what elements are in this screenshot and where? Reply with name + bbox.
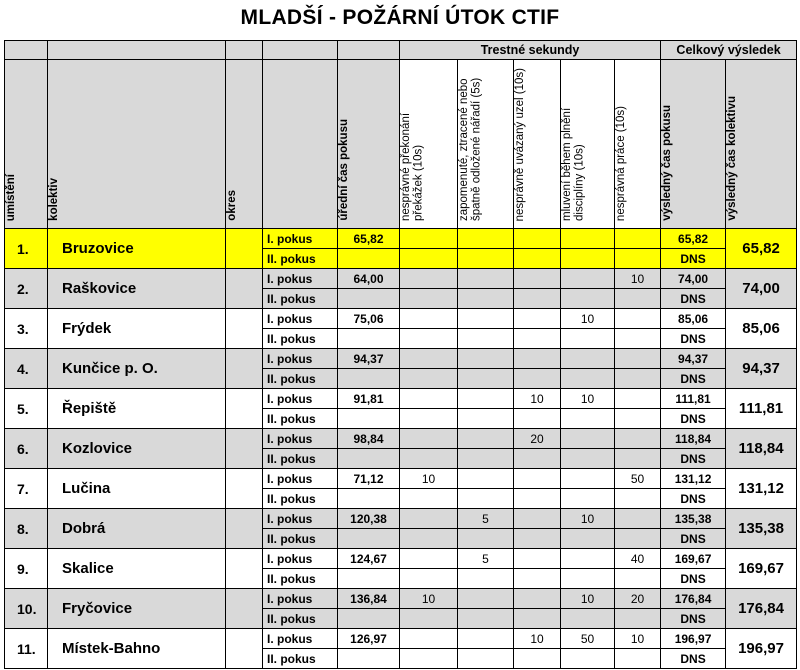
penalty-cell xyxy=(514,469,561,489)
result-time-cell: DNS xyxy=(661,409,726,429)
attempt-label: II. pokus xyxy=(263,409,338,429)
penalty-cell xyxy=(458,609,514,629)
penalty-cell xyxy=(400,309,458,329)
table-row xyxy=(5,549,797,569)
penalty-cell xyxy=(615,609,661,629)
table-row xyxy=(5,589,797,609)
penalty-cell xyxy=(400,289,458,309)
team-cell: Řepiště xyxy=(48,389,226,429)
official-time-cell: 91,81 xyxy=(338,389,400,409)
penalty-cell xyxy=(561,549,615,569)
official-time-cell xyxy=(338,449,400,469)
penalty-cell xyxy=(561,429,615,449)
penalty-cell xyxy=(561,329,615,349)
result-time-cell: DNS xyxy=(661,289,726,309)
penalty-cell xyxy=(561,649,615,669)
district-cell xyxy=(226,589,263,629)
penalty-cell: 40 xyxy=(615,549,661,569)
district-cell xyxy=(226,309,263,349)
penalty-cell xyxy=(400,569,458,589)
team-total-cell: 169,67 xyxy=(726,549,797,589)
penalty-cell xyxy=(400,489,458,509)
penalty-cell xyxy=(561,469,615,489)
penalty-cell xyxy=(514,489,561,509)
result-time-cell: 196,97 xyxy=(661,629,726,649)
attempt-label: I. pokus xyxy=(263,589,338,609)
penalty-cell xyxy=(561,369,615,389)
place-cell: 4. xyxy=(5,349,48,389)
result-time-cell: DNS xyxy=(661,449,726,469)
district-cell xyxy=(226,349,263,389)
table-row xyxy=(5,349,797,369)
penalty-cell xyxy=(615,409,661,429)
official-time-cell xyxy=(338,249,400,269)
official-time-cell: 120,38 xyxy=(338,509,400,529)
attempt-label: I. pokus xyxy=(263,469,338,489)
penalty-cell: 5 xyxy=(458,549,514,569)
attempt-label: I. pokus xyxy=(263,269,338,289)
result-time-cell: DNS xyxy=(661,569,726,589)
penalty-cell xyxy=(458,369,514,389)
penalty-cell xyxy=(514,529,561,549)
penalty-cell: 10 xyxy=(514,389,561,409)
result-time-cell: 111,81 xyxy=(661,389,726,409)
penalty-cell xyxy=(458,589,514,609)
team-cell: Fryčovice xyxy=(48,589,226,629)
penalty-cell xyxy=(561,229,615,249)
attempt-label: I. pokus xyxy=(263,509,338,529)
table-row xyxy=(5,629,797,649)
place-cell: 5. xyxy=(5,389,48,429)
official-time-cell xyxy=(338,409,400,429)
team-cell: Skalice xyxy=(48,549,226,589)
penalty-cell: 10 xyxy=(561,589,615,609)
penalty-cell xyxy=(458,649,514,669)
district-cell xyxy=(226,629,263,669)
penalty-cell: 10 xyxy=(400,469,458,489)
result-time-cell: DNS xyxy=(661,649,726,669)
penalty-cell xyxy=(514,649,561,669)
table-row xyxy=(5,469,797,489)
attempt-label: II. pokus xyxy=(263,329,338,349)
col-team: kolektiv xyxy=(48,60,226,229)
penalty-cell xyxy=(400,529,458,549)
table-row xyxy=(5,269,797,289)
attempt-label: I. pokus xyxy=(263,429,338,449)
penalty-cell xyxy=(514,329,561,349)
penalty-cell: 10 xyxy=(400,589,458,609)
attempt-label: I. pokus xyxy=(263,389,338,409)
penalty-cell xyxy=(400,349,458,369)
attempt-label: II. pokus xyxy=(263,249,338,269)
penalty-cell xyxy=(400,549,458,569)
attempt-label: I. pokus xyxy=(263,349,338,369)
penalty-cell xyxy=(615,489,661,509)
result-time-cell: 74,00 xyxy=(661,269,726,289)
penalty-cell xyxy=(514,269,561,289)
attempt-label: II. pokus xyxy=(263,289,338,309)
attempt-label: I. pokus xyxy=(263,549,338,569)
penalty-cell xyxy=(514,609,561,629)
penalty-cell xyxy=(458,629,514,649)
place-cell: 11. xyxy=(5,629,48,669)
penalty-cell xyxy=(514,229,561,249)
penalty-cell: 10 xyxy=(615,269,661,289)
result-time-cell: 94,37 xyxy=(661,349,726,369)
official-time-cell: 94,37 xyxy=(338,349,400,369)
col-penalty-5: nesprávná práce (10s) xyxy=(615,60,661,229)
penalty-cell xyxy=(561,349,615,369)
col-penalty-2: zapomenuté, ztracené nebo špatně odložené nářadí (5s) xyxy=(458,60,514,229)
team-total-cell: 131,12 xyxy=(726,469,797,509)
official-time-cell: 71,12 xyxy=(338,469,400,489)
place-cell: 2. xyxy=(5,269,48,309)
result-time-cell: DNS xyxy=(661,249,726,269)
penalty-cell xyxy=(514,449,561,469)
penalty-cell xyxy=(458,249,514,269)
penalties-header: Trestné sekundy xyxy=(400,41,661,60)
official-time-cell: 124,67 xyxy=(338,549,400,569)
col-result-time: výsledný čas pokusu xyxy=(661,60,726,229)
attempt-label: II. pokus xyxy=(263,529,338,549)
official-time-cell: 98,84 xyxy=(338,429,400,449)
penalty-cell xyxy=(615,229,661,249)
penalty-cell: 10 xyxy=(615,629,661,649)
result-time-cell: DNS xyxy=(661,609,726,629)
penalty-cell xyxy=(561,609,615,629)
team-total-cell: 118,84 xyxy=(726,429,797,469)
penalty-cell xyxy=(561,289,615,309)
penalty-cell xyxy=(561,529,615,549)
attempt-label: I. pokus xyxy=(263,629,338,649)
penalty-cell xyxy=(400,369,458,389)
penalty-cell: 5 xyxy=(458,509,514,529)
place-cell: 1. xyxy=(5,229,48,269)
page-title: MLADŠÍ - POŽÁRNÍ ÚTOK CTIF xyxy=(240,6,560,29)
attempt-label: II. pokus xyxy=(263,609,338,629)
penalty-cell xyxy=(458,429,514,449)
penalty-cell xyxy=(400,409,458,429)
penalty-cell: 50 xyxy=(561,629,615,649)
penalty-cell xyxy=(615,369,661,389)
col-penalty-4: mluvení během plnění disciplíny (10s) xyxy=(561,60,615,229)
penalty-cell xyxy=(561,249,615,269)
penalty-cell xyxy=(400,429,458,449)
penalty-cell xyxy=(514,569,561,589)
team-total-cell: 176,84 xyxy=(726,589,797,629)
penalty-cell xyxy=(400,509,458,529)
team-total-cell: 85,06 xyxy=(726,309,797,349)
team-total-cell: 94,37 xyxy=(726,349,797,389)
official-time-cell xyxy=(338,489,400,509)
penalty-cell xyxy=(514,589,561,609)
penalty-cell xyxy=(400,229,458,249)
result-time-cell: DNS xyxy=(661,329,726,349)
penalty-cell xyxy=(514,289,561,309)
penalty-cell xyxy=(400,649,458,669)
penalty-cell xyxy=(615,289,661,309)
place-cell: 8. xyxy=(5,509,48,549)
official-time-cell: 126,97 xyxy=(338,629,400,649)
team-total-cell: 74,00 xyxy=(726,269,797,309)
col-team-time: výsledný čas kolektivu xyxy=(726,60,797,229)
attempt-label: II. pokus xyxy=(263,369,338,389)
penalty-cell xyxy=(514,249,561,269)
results-header: Celkový výsledek xyxy=(661,41,797,60)
district-cell xyxy=(226,229,263,269)
team-cell: Místek-Bahno xyxy=(48,629,226,669)
penalty-cell: 10 xyxy=(514,629,561,649)
penalty-cell xyxy=(458,329,514,349)
penalty-cell xyxy=(514,549,561,569)
attempt-label: I. pokus xyxy=(263,309,338,329)
district-cell xyxy=(226,429,263,469)
penalty-cell: 10 xyxy=(561,309,615,329)
official-time-cell xyxy=(338,529,400,549)
penalty-cell xyxy=(561,569,615,589)
penalty-cell xyxy=(458,569,514,589)
penalty-cell xyxy=(458,469,514,489)
attempt-label: II. pokus xyxy=(263,449,338,469)
penalty-cell: 10 xyxy=(561,509,615,529)
penalty-cell xyxy=(400,629,458,649)
team-total-cell: 65,82 xyxy=(726,229,797,269)
result-time-cell: 176,84 xyxy=(661,589,726,609)
district-cell xyxy=(226,269,263,309)
penalty-cell xyxy=(615,389,661,409)
penalty-cell xyxy=(514,309,561,329)
team-total-cell: 111,81 xyxy=(726,389,797,429)
official-time-cell: 75,06 xyxy=(338,309,400,329)
team-cell: Kozlovice xyxy=(48,429,226,469)
penalty-cell xyxy=(514,409,561,429)
place-cell: 6. xyxy=(5,429,48,469)
penalty-cell: 50 xyxy=(615,469,661,489)
team-cell: Dobrá xyxy=(48,509,226,549)
col-attempt xyxy=(263,60,338,229)
penalty-cell xyxy=(514,369,561,389)
result-time-cell: 131,12 xyxy=(661,469,726,489)
district-cell xyxy=(226,509,263,549)
penalty-cell xyxy=(458,349,514,369)
official-time-cell xyxy=(338,609,400,629)
penalty-cell xyxy=(561,449,615,469)
table-row xyxy=(5,389,797,409)
place-cell: 3. xyxy=(5,309,48,349)
col-district: okres xyxy=(226,60,263,229)
penalty-cell xyxy=(615,509,661,529)
penalty-cell xyxy=(458,229,514,249)
penalty-cell xyxy=(561,489,615,509)
official-time-cell: 136,84 xyxy=(338,589,400,609)
penalty-cell xyxy=(458,529,514,549)
penalty-cell xyxy=(458,269,514,289)
place-cell: 7. xyxy=(5,469,48,509)
official-time-cell: 65,82 xyxy=(338,229,400,249)
penalty-cell xyxy=(561,269,615,289)
official-time-cell xyxy=(338,289,400,309)
official-time-cell xyxy=(338,369,400,389)
col-place: umístění xyxy=(5,60,48,229)
table-row xyxy=(5,429,797,449)
penalty-cell xyxy=(561,409,615,429)
penalty-cell xyxy=(514,509,561,529)
team-cell: Kunčice p. O. xyxy=(48,349,226,389)
penalty-cell xyxy=(615,349,661,369)
penalty-cell xyxy=(400,269,458,289)
penalty-cell xyxy=(458,309,514,329)
table-row xyxy=(5,309,797,329)
attempt-label: I. pokus xyxy=(263,229,338,249)
penalty-cell xyxy=(615,449,661,469)
penalty-cell xyxy=(458,449,514,469)
district-cell xyxy=(226,549,263,589)
penalty-cell xyxy=(615,329,661,349)
team-cell: Lučina xyxy=(48,469,226,509)
team-cell: Frýdek xyxy=(48,309,226,349)
official-time-cell xyxy=(338,329,400,349)
col-official-time: úřední čas pokusu xyxy=(338,60,400,229)
penalty-cell xyxy=(615,649,661,669)
penalty-cell: 10 xyxy=(561,389,615,409)
penalty-cell xyxy=(400,449,458,469)
col-penalty-1: nesprávné překonání překážek (10s) xyxy=(400,60,458,229)
result-time-cell: 169,67 xyxy=(661,549,726,569)
penalty-cell xyxy=(458,289,514,309)
col-penalty-3: nesprávně uvázaný uzel (10s) xyxy=(514,60,561,229)
penalty-cell: 20 xyxy=(615,589,661,609)
penalty-cell xyxy=(615,529,661,549)
result-time-cell: DNS xyxy=(661,529,726,549)
result-time-cell: DNS xyxy=(661,369,726,389)
attempt-label: II. pokus xyxy=(263,649,338,669)
official-time-cell: 64,00 xyxy=(338,269,400,289)
place-cell: 9. xyxy=(5,549,48,589)
penalty-cell xyxy=(514,349,561,369)
penalty-cell xyxy=(400,389,458,409)
penalty-cell: 20 xyxy=(514,429,561,449)
penalty-cell xyxy=(615,309,661,329)
official-time-cell xyxy=(338,569,400,589)
penalty-cell xyxy=(458,389,514,409)
district-cell xyxy=(226,469,263,509)
place-cell: 10. xyxy=(5,589,48,629)
table-row xyxy=(5,229,797,249)
team-cell: Raškovice xyxy=(48,269,226,309)
penalty-cell xyxy=(400,329,458,349)
penalty-cell xyxy=(458,409,514,429)
penalty-cell xyxy=(400,609,458,629)
team-cell: Bruzovice xyxy=(48,229,226,269)
penalty-cell xyxy=(615,249,661,269)
official-time-cell xyxy=(338,649,400,669)
results-table xyxy=(4,40,797,669)
penalty-cell xyxy=(615,429,661,449)
team-total-cell: 135,38 xyxy=(726,509,797,549)
result-time-cell: 118,84 xyxy=(661,429,726,449)
penalty-cell xyxy=(458,489,514,509)
result-time-cell: 85,06 xyxy=(661,309,726,329)
attempt-label: II. pokus xyxy=(263,569,338,589)
attempt-label: II. pokus xyxy=(263,489,338,509)
penalty-cell xyxy=(400,249,458,269)
result-time-cell: DNS xyxy=(661,489,726,509)
result-time-cell: 135,38 xyxy=(661,509,726,529)
result-time-cell: 65,82 xyxy=(661,229,726,249)
team-total-cell: 196,97 xyxy=(726,629,797,669)
penalty-cell xyxy=(615,569,661,589)
district-cell xyxy=(226,389,263,429)
table-row xyxy=(5,509,797,529)
